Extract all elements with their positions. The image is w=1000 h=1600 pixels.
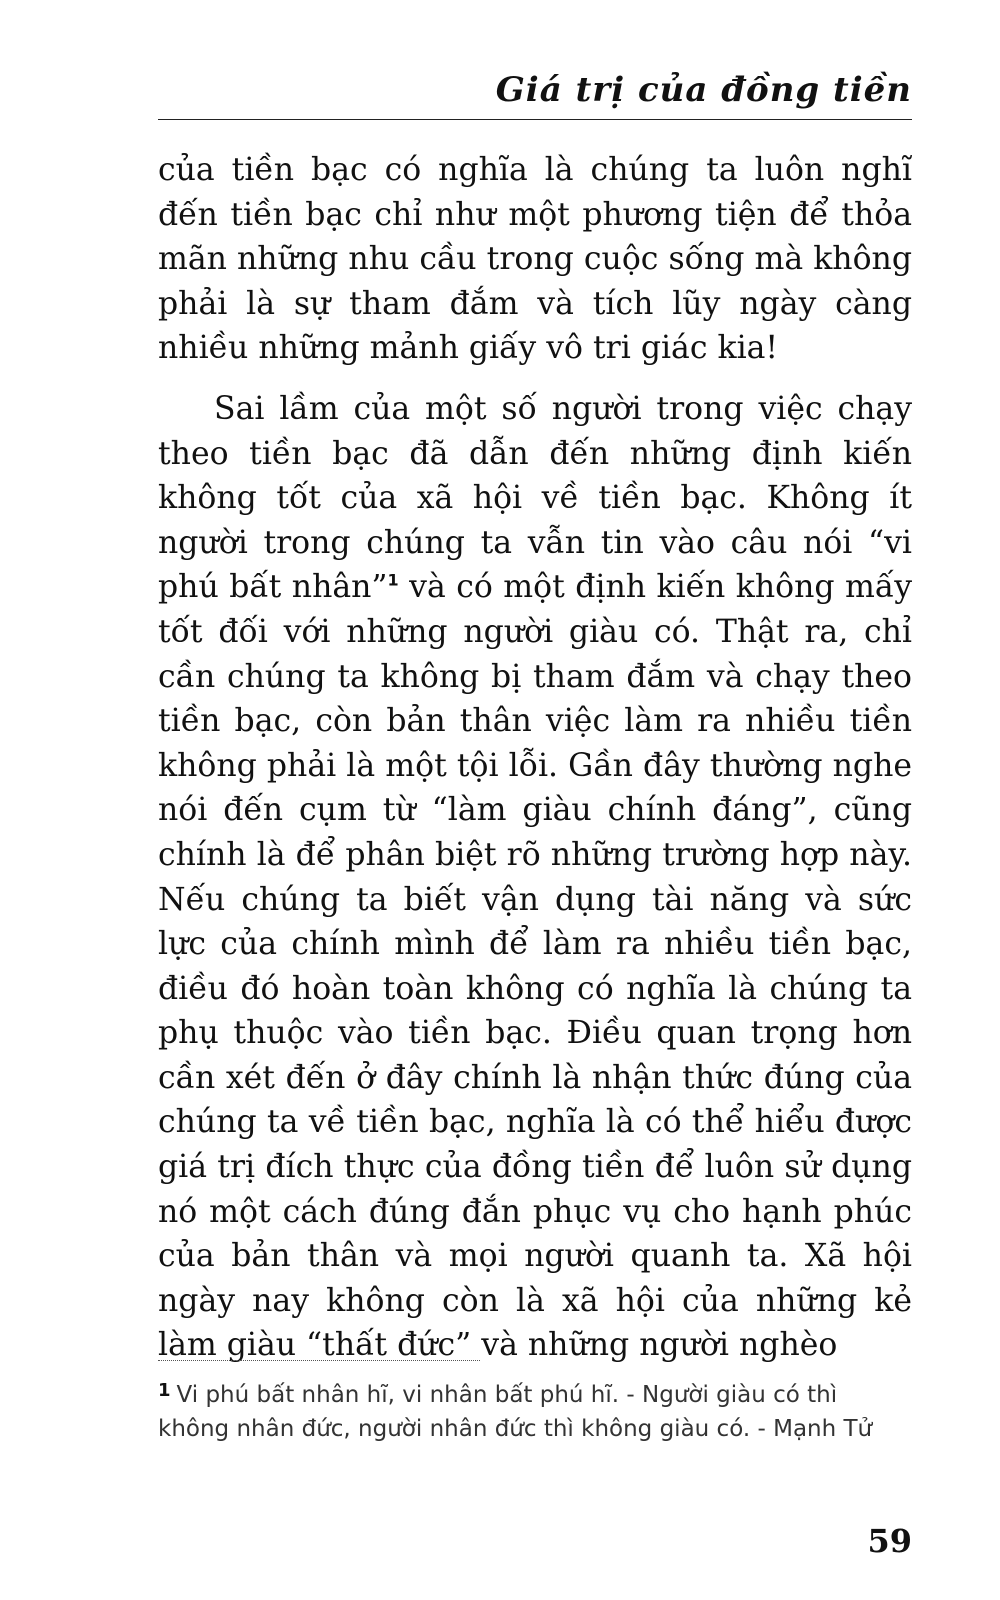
paragraph-main-text-after-note: và có một định kiến không mấy tốt đối với những người giàu có. Thật ra, chỉ cần chúng ta không bị tham đắm và chạy theo tiền bạc, còn bản thân việc làm ra nhiều tiền không phải là một tội lỗi. Gần đây thường nghe nói đến cụm từ “làm giàu chính đáng”, cũng chính là để phân biệt rõ những trường hợp này. Nếu chúng ta biết vận dụng tài năng và sức lực của chính mình để làm ra nhiều tiền bạc, điều đó hoàn toàn không có nghĩa là chúng ta phụ thuộc vào tiền bạc. Điều quan trọng hơn cần xét đến ở đây chính là nhận thức đúng của chúng ta về tiền bạc, nghĩa là có thể hiểu được giá trị đích thực của đồng tiền để luôn sử dụng nó một cách đúng đắn phục vụ cho hạnh phúc của bản thân và mọi người quanh ta. Xã hội ngày nay không còn là xã hội của những kẻ làm giàu “thất đức” và những người nghèo xyxy=(158,569,913,1364)
footnote-number: 1 xyxy=(158,1380,171,1401)
footnote-divider xyxy=(158,1360,480,1361)
body-text xyxy=(158,148,912,1368)
page-number: 59 xyxy=(867,1522,912,1560)
paragraph-continued: của tiền bạc có nghĩa là chúng ta luôn nghĩ đến tiền bạc chỉ như một phương tiện để thỏa mãn những nhu cầu trong cuộc sống mà không phải là sự tham đắm và tích lũy ngày càng nhiều những mảnh giấy vô tri giác kia! xyxy=(158,152,912,367)
header-rule xyxy=(158,119,912,120)
footnote-text: Vi phú bất nhân hĩ, vi nhân bất phú hĩ. - Người giàu có thì không nhân đức, người nhân đức thì không giàu có. - Mạnh Tử xyxy=(158,1382,873,1442)
footnote-reference[interactable]: 1 xyxy=(387,570,399,590)
footnote xyxy=(158,1374,912,1446)
paragraph-main-text-before-note: Sai lầm của một số người trong việc chạy theo tiền bạc đã dẫn đến những định kiến không tốt của xã hội về tiền bạc. Không ít người trong chúng ta vẫn tin vào câu nói “vi phú bất nhân” xyxy=(158,390,912,606)
paragraph-main xyxy=(158,387,912,1368)
running-header: Giá trị của đồng tiền xyxy=(495,70,912,110)
